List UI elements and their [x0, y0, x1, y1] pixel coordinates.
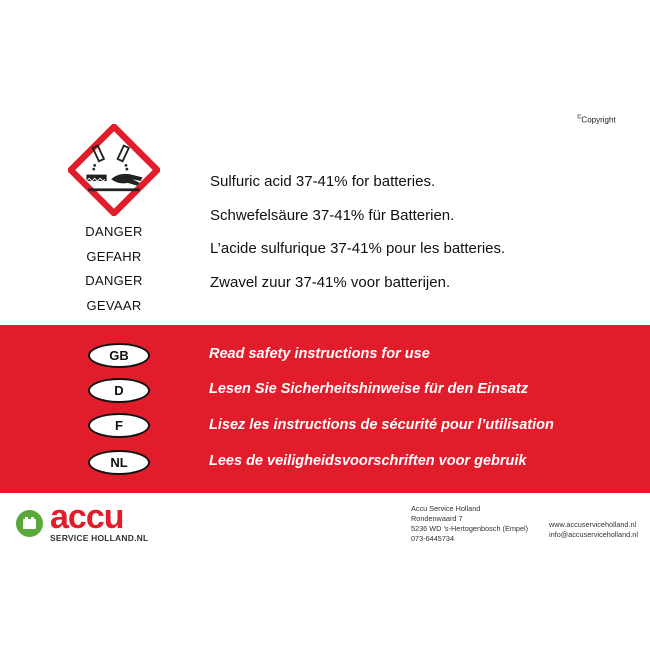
- instruction-gb: Read safety instructions for use: [209, 346, 430, 362]
- company-contact: [549, 520, 638, 540]
- corrosive-icon: [68, 124, 160, 216]
- substance-line-fr: L’acide sulfurique 37-41% pour les batteries.: [210, 240, 506, 257]
- battery-icon: [16, 510, 43, 537]
- instruction-nl: Lees de veiligheidsvoorschriften voor gebruik: [209, 453, 527, 469]
- logo-subtitle: SERVICE HOLLAND.NL: [50, 533, 149, 543]
- copyright-text: Copyright: [581, 115, 616, 125]
- signal-word-nl: GEVAAR: [86, 297, 142, 313]
- instruction-f: Lisez les instructions de sécurité pour l’utilisation: [209, 417, 554, 433]
- signal-word-de: GEFAHR: [86, 248, 142, 264]
- country-badge-f: F: [88, 413, 150, 438]
- substance-line-en: Sulfuric acid 37-41% for batteries.: [210, 173, 436, 190]
- company-city: 5236 WD ’s-Hertogenbosch (Empel): [411, 524, 529, 533]
- signal-word-en: DANGER: [85, 224, 143, 239]
- company-street: Rondenwaard 7: [411, 514, 463, 523]
- company-website: www.accuserviceholland.nl: [549, 520, 637, 529]
- substance-line-nl: Zwavel zuur 37-41% voor batterijen.: [210, 273, 451, 291]
- company-phone: 073-6445734: [411, 534, 455, 543]
- country-badge-nl: NL: [88, 450, 150, 475]
- accu-logo: [16, 498, 149, 546]
- copyright-notice: [577, 115, 616, 125]
- substance-line-de: Schwefelsäure 37-41% für Batterien.: [210, 206, 455, 224]
- logo-wordmark: accu: [50, 498, 124, 536]
- signal-word-fr: DANGER: [85, 273, 143, 288]
- country-badge-d: D: [88, 378, 150, 403]
- instruction-d: Lesen Sie Sicherheitshinweise für den Einsatz: [209, 381, 529, 397]
- signal-word-list: [70, 220, 158, 318]
- company-address: [411, 504, 528, 544]
- company-email: info@accuserviceholland.nl: [549, 530, 638, 539]
- country-badge-gb: GB: [88, 343, 150, 368]
- substance-description: [210, 170, 505, 304]
- copyright-symbol: ©: [577, 115, 582, 121]
- company-name: Accu Service Holland: [411, 504, 481, 513]
